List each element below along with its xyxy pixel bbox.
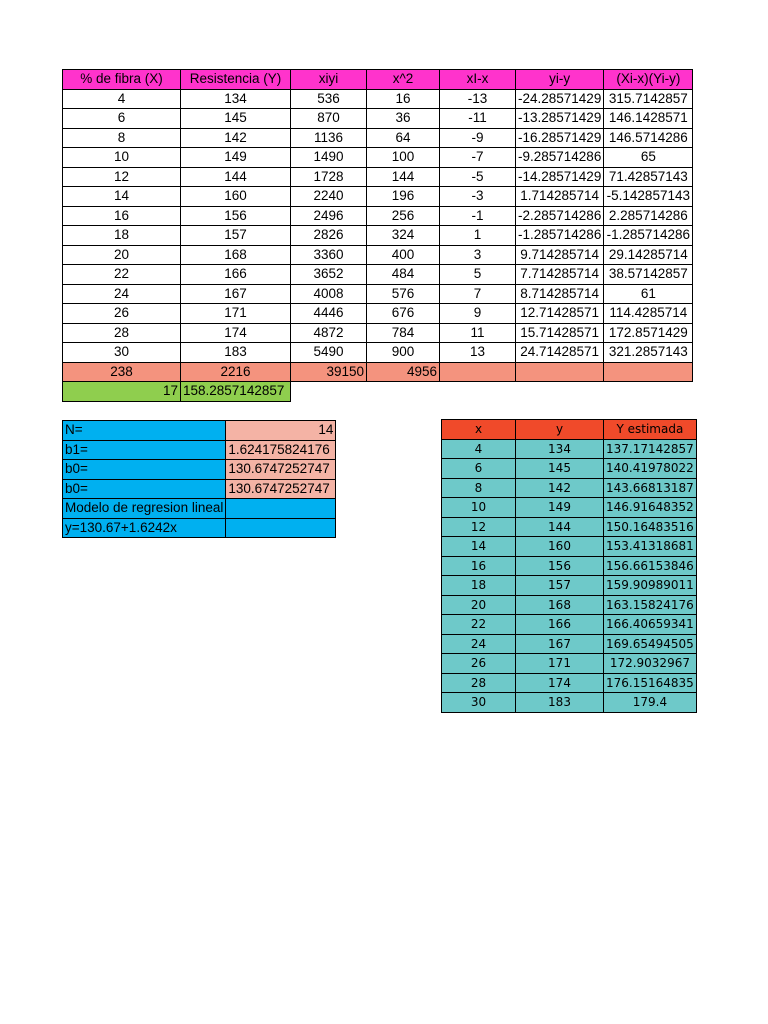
table-cell[interactable]: 3360 — [291, 245, 367, 265]
estimate-row — [442, 634, 697, 654]
table-cell[interactable]: 144 — [367, 167, 440, 187]
table-cell[interactable]: 157 — [181, 226, 291, 246]
regression-data-table — [62, 69, 693, 402]
table-cell[interactable]: 3 — [440, 245, 516, 265]
table-cell[interactable]: 146.5714286 — [604, 128, 693, 148]
table-cell[interactable]: 65 — [604, 148, 693, 168]
table-cell[interactable]: 172.8571429 — [604, 323, 693, 343]
table-cell[interactable]: 160 — [181, 187, 291, 207]
table-cell[interactable]: 784 — [367, 323, 440, 343]
param-row-b1 — [63, 440, 336, 460]
table-cell[interactable]: 13 — [440, 343, 516, 363]
table-cell[interactable]: 4 — [63, 89, 181, 109]
estimate-cell[interactable]: 16 — [442, 556, 516, 576]
param-label-b1[interactable]: b1= — [63, 440, 226, 460]
table-cell[interactable]: 22 — [63, 265, 181, 285]
total-cell[interactable]: 238 — [63, 362, 181, 382]
table-row — [63, 245, 693, 265]
param-value-b0[interactable]: 130.6747252747 — [226, 460, 336, 480]
estimate-cell[interactable]: 163.15824176 — [604, 595, 697, 615]
estimate-cell[interactable]: 156.66153846 — [604, 556, 697, 576]
total-cell[interactable]: 2216 — [181, 362, 291, 382]
table-cell[interactable]: 156 — [181, 206, 291, 226]
table-cell[interactable]: -9 — [440, 128, 516, 148]
estimate-cell[interactable]: 183 — [516, 693, 604, 713]
header-cell-fibra[interactable]: % de fibra (X) — [63, 70, 181, 90]
header-cell-y-deviation[interactable]: yi-y — [516, 70, 604, 90]
estimate-cell[interactable]: 153.41318681 — [604, 537, 697, 557]
table-cell[interactable]: -24.28571429 — [516, 89, 604, 109]
estimate-cell[interactable]: 160 — [516, 537, 604, 557]
empty-cell[interactable] — [440, 382, 516, 402]
estimate-cell[interactable]: 169.65494505 — [604, 634, 697, 654]
table-cell[interactable]: 20 — [63, 245, 181, 265]
estimate-row — [442, 517, 697, 537]
estimate-cell[interactable]: 146.91648352 — [604, 498, 697, 518]
estimate-cell[interactable]: 168 — [516, 595, 604, 615]
total-cell[interactable] — [604, 362, 693, 382]
estimate-cell[interactable]: 167 — [516, 634, 604, 654]
table-row — [63, 323, 693, 343]
estimate-cell[interactable]: 176.15164835 — [604, 673, 697, 693]
param-row-b0-repeat — [63, 479, 336, 499]
estimate-cell[interactable]: 149 — [516, 498, 604, 518]
estimate-cell[interactable]: 14 — [442, 537, 516, 557]
estimate-row — [442, 693, 697, 713]
table-cell[interactable]: 4446 — [291, 304, 367, 324]
table-cell[interactable]: 24.71428571 — [516, 343, 604, 363]
empty-cell[interactable] — [604, 382, 693, 402]
table-cell[interactable]: 536 — [291, 89, 367, 109]
regression-params-table — [62, 420, 336, 538]
mean-x-cell[interactable]: 17 — [63, 382, 181, 402]
param-row-n — [63, 421, 336, 441]
table-cell[interactable]: 12 — [63, 167, 181, 187]
table-row — [63, 167, 693, 187]
estimate-cell[interactable]: 171 — [516, 654, 604, 674]
estimate-table-body — [442, 420, 697, 713]
table-cell[interactable]: 256 — [367, 206, 440, 226]
estimate-cell[interactable]: 166.40659341 — [604, 615, 697, 635]
table-cell[interactable]: 8.714285714 — [516, 284, 604, 304]
param-label-b0-repeat[interactable]: b0= — [63, 479, 226, 499]
model-equation-spill-cell[interactable] — [226, 518, 336, 538]
table-cell[interactable]: 9.714285714 — [516, 245, 604, 265]
table-cell[interactable]: 8 — [63, 128, 181, 148]
header-cell-product[interactable]: (Xi-x)(Yi-y) — [604, 70, 693, 90]
table-cell[interactable]: 870 — [291, 109, 367, 129]
estimate-cell[interactable]: 159.90989011 — [604, 576, 697, 596]
table-cell[interactable]: 114.4285714 — [604, 304, 693, 324]
table-cell[interactable]: 10 — [63, 148, 181, 168]
header-row — [63, 70, 693, 90]
model-equation[interactable]: y=130.67+1.6242x — [63, 518, 226, 538]
estimate-cell[interactable]: 179.4 — [604, 693, 697, 713]
estimate-cell[interactable]: 174 — [516, 673, 604, 693]
estimate-cell[interactable]: 10 — [442, 498, 516, 518]
table-row — [63, 128, 693, 148]
estimate-row — [442, 478, 697, 498]
table-cell[interactable]: 196 — [367, 187, 440, 207]
table-cell[interactable]: 145 — [181, 109, 291, 129]
estimate-cell[interactable]: 12 — [442, 517, 516, 537]
table-cell[interactable]: -2.285714286 — [516, 206, 604, 226]
table-cell[interactable]: 1136 — [291, 128, 367, 148]
param-row-model — [63, 499, 336, 519]
estimate-row — [442, 615, 697, 635]
table-cell[interactable]: 7 — [440, 284, 516, 304]
table-cell[interactable]: 12.71428571 — [516, 304, 604, 324]
table-row — [63, 284, 693, 304]
table-cell[interactable]: 1 — [440, 226, 516, 246]
table-cell[interactable]: 166 — [181, 265, 291, 285]
table-cell[interactable]: 16 — [367, 89, 440, 109]
regression-data-body — [63, 70, 693, 402]
table-cell[interactable]: 16 — [63, 206, 181, 226]
table-cell[interactable]: -1.285714286 — [604, 226, 693, 246]
estimate-header-x[interactable]: x — [442, 420, 516, 440]
table-cell[interactable]: 2.285714286 — [604, 206, 693, 226]
table-cell[interactable]: 900 — [367, 343, 440, 363]
table-cell[interactable]: 400 — [367, 245, 440, 265]
table-cell[interactable]: 2496 — [291, 206, 367, 226]
table-cell[interactable]: 144 — [181, 167, 291, 187]
estimate-header-row — [442, 420, 697, 440]
table-cell[interactable]: 676 — [367, 304, 440, 324]
param-row-equation — [63, 518, 336, 538]
table-cell[interactable]: -5 — [440, 167, 516, 187]
table-cell[interactable]: 100 — [367, 148, 440, 168]
table-cell[interactable]: 38.57142857 — [604, 265, 693, 285]
table-cell[interactable]: 30 — [63, 343, 181, 363]
table-cell[interactable]: 28 — [63, 323, 181, 343]
table-cell[interactable]: 61 — [604, 284, 693, 304]
table-cell[interactable]: 6 — [63, 109, 181, 129]
table-row — [63, 265, 693, 285]
table-cell[interactable]: 2826 — [291, 226, 367, 246]
empty-cell[interactable] — [367, 382, 440, 402]
table-cell[interactable]: 18 — [63, 226, 181, 246]
estimate-row — [442, 595, 697, 615]
header-cell-resistencia[interactable]: Resistencia (Y) — [181, 70, 291, 90]
table-cell[interactable]: 149 — [181, 148, 291, 168]
table-cell[interactable]: -1.285714286 — [516, 226, 604, 246]
table-cell[interactable]: -5.142857143 — [604, 187, 693, 207]
table-cell[interactable]: 484 — [367, 265, 440, 285]
totals-row — [63, 362, 693, 382]
table-cell[interactable]: 315.7142857 — [604, 89, 693, 109]
estimate-cell[interactable]: 8 — [442, 478, 516, 498]
estimate-cell[interactable]: 24 — [442, 634, 516, 654]
table-cell[interactable]: 167 — [181, 284, 291, 304]
total-cell[interactable] — [516, 362, 604, 382]
param-value-b1[interactable]: 1.624175824176 — [226, 440, 336, 460]
table-cell[interactable]: 183 — [181, 343, 291, 363]
param-row-b0 — [63, 460, 336, 480]
estimate-row — [442, 498, 697, 518]
table-row — [63, 226, 693, 246]
table-row — [63, 148, 693, 168]
estimate-cell[interactable]: 4 — [442, 439, 516, 459]
estimate-cell[interactable]: 142 — [516, 478, 604, 498]
table-cell[interactable]: 174 — [181, 323, 291, 343]
table-cell[interactable]: 5 — [440, 265, 516, 285]
param-value-n[interactable]: 14 — [226, 421, 336, 441]
estimate-cell[interactable]: 20 — [442, 595, 516, 615]
estimate-cell[interactable]: 6 — [442, 459, 516, 479]
table-cell[interactable]: 324 — [367, 226, 440, 246]
estimate-row — [442, 654, 697, 674]
table-cell[interactable]: 2240 — [291, 187, 367, 207]
table-cell[interactable]: -13.28571429 — [516, 109, 604, 129]
mean-y-cell[interactable]: 158.2857142857 — [181, 382, 291, 402]
estimate-cell[interactable]: 137.17142857 — [604, 439, 697, 459]
param-value-b0-repeat[interactable]: 130.6747252747 — [226, 479, 336, 499]
estimate-table — [441, 419, 697, 713]
table-row — [63, 343, 693, 363]
table-cell[interactable]: 15.71428571 — [516, 323, 604, 343]
estimate-cell[interactable]: 143.66813187 — [604, 478, 697, 498]
table-cell[interactable]: 142 — [181, 128, 291, 148]
table-cell[interactable]: 11 — [440, 323, 516, 343]
table-cell[interactable]: -16.28571429 — [516, 128, 604, 148]
estimate-header-y[interactable]: y — [516, 420, 604, 440]
estimate-row — [442, 673, 697, 693]
table-cell[interactable]: 168 — [181, 245, 291, 265]
total-cell[interactable] — [440, 362, 516, 382]
table-cell[interactable]: 24 — [63, 284, 181, 304]
header-cell-x-deviation[interactable]: xI-x — [440, 70, 516, 90]
table-cell[interactable]: 146.1428571 — [604, 109, 693, 129]
estimate-row — [442, 556, 697, 576]
estimate-cell[interactable]: 140.41978022 — [604, 459, 697, 479]
estimate-row — [442, 576, 697, 596]
estimate-cell[interactable]: 26 — [442, 654, 516, 674]
table-cell[interactable]: 5490 — [291, 343, 367, 363]
empty-cell[interactable] — [291, 382, 367, 402]
means-row — [63, 382, 693, 402]
estimate-cell[interactable]: 157 — [516, 576, 604, 596]
table-cell[interactable]: 134 — [181, 89, 291, 109]
header-cell-x-squared[interactable]: x^2 — [367, 70, 440, 90]
estimate-cell[interactable]: 22 — [442, 615, 516, 635]
model-title[interactable]: Modelo de regresion lineal — [63, 499, 226, 519]
estimate-header-y-estimada[interactable]: Y estimada — [604, 420, 697, 440]
table-cell[interactable]: -9.285714286 — [516, 148, 604, 168]
table-row — [63, 206, 693, 226]
table-row — [63, 187, 693, 207]
total-cell[interactable]: 4956 — [367, 362, 440, 382]
model-title-spill-cell[interactable] — [226, 499, 336, 519]
table-cell[interactable]: 7.714285714 — [516, 265, 604, 285]
table-cell[interactable]: 3652 — [291, 265, 367, 285]
table-cell[interactable]: 1728 — [291, 167, 367, 187]
table-cell[interactable]: 4872 — [291, 323, 367, 343]
table-cell[interactable]: 4008 — [291, 284, 367, 304]
table-row — [63, 89, 693, 109]
table-cell[interactable]: 26 — [63, 304, 181, 324]
table-row — [63, 109, 693, 129]
table-cell[interactable]: -7 — [440, 148, 516, 168]
estimate-cell[interactable]: 30 — [442, 693, 516, 713]
table-cell[interactable]: 14 — [63, 187, 181, 207]
estimate-cell[interactable]: 156 — [516, 556, 604, 576]
table-cell[interactable]: 36 — [367, 109, 440, 129]
table-cell[interactable]: 1490 — [291, 148, 367, 168]
estimate-row — [442, 537, 697, 557]
table-cell[interactable]: 171 — [181, 304, 291, 324]
header-cell-xiyi[interactable]: xiyi — [291, 70, 367, 90]
table-cell[interactable]: 71.42857143 — [604, 167, 693, 187]
estimate-cell[interactable]: 134 — [516, 439, 604, 459]
estimate-cell[interactable]: 150.16483516 — [604, 517, 697, 537]
param-label-b0[interactable]: b0= — [63, 460, 226, 480]
param-label-n[interactable]: N= — [63, 421, 226, 441]
estimate-cell[interactable]: 145 — [516, 459, 604, 479]
table-cell[interactable]: 576 — [367, 284, 440, 304]
table-cell[interactable]: -13 — [440, 89, 516, 109]
table-cell[interactable]: 321.2857143 — [604, 343, 693, 363]
estimate-cell[interactable]: 18 — [442, 576, 516, 596]
estimate-cell[interactable]: 172.9032967 — [604, 654, 697, 674]
table-cell[interactable]: 29.14285714 — [604, 245, 693, 265]
table-cell[interactable]: -3 — [440, 187, 516, 207]
estimate-row — [442, 439, 697, 459]
estimate-cell[interactable]: 166 — [516, 615, 604, 635]
estimate-cell[interactable]: 144 — [516, 517, 604, 537]
estimate-cell[interactable]: 28 — [442, 673, 516, 693]
empty-cell[interactable] — [516, 382, 604, 402]
total-cell[interactable]: 39150 — [291, 362, 367, 382]
table-cell[interactable]: 9 — [440, 304, 516, 324]
table-cell[interactable]: -11 — [440, 109, 516, 129]
table-cell[interactable]: 1.714285714 — [516, 187, 604, 207]
table-cell[interactable]: -1 — [440, 206, 516, 226]
table-cell[interactable]: 64 — [367, 128, 440, 148]
table-cell[interactable]: -14.28571429 — [516, 167, 604, 187]
table-row — [63, 304, 693, 324]
estimate-row — [442, 459, 697, 479]
